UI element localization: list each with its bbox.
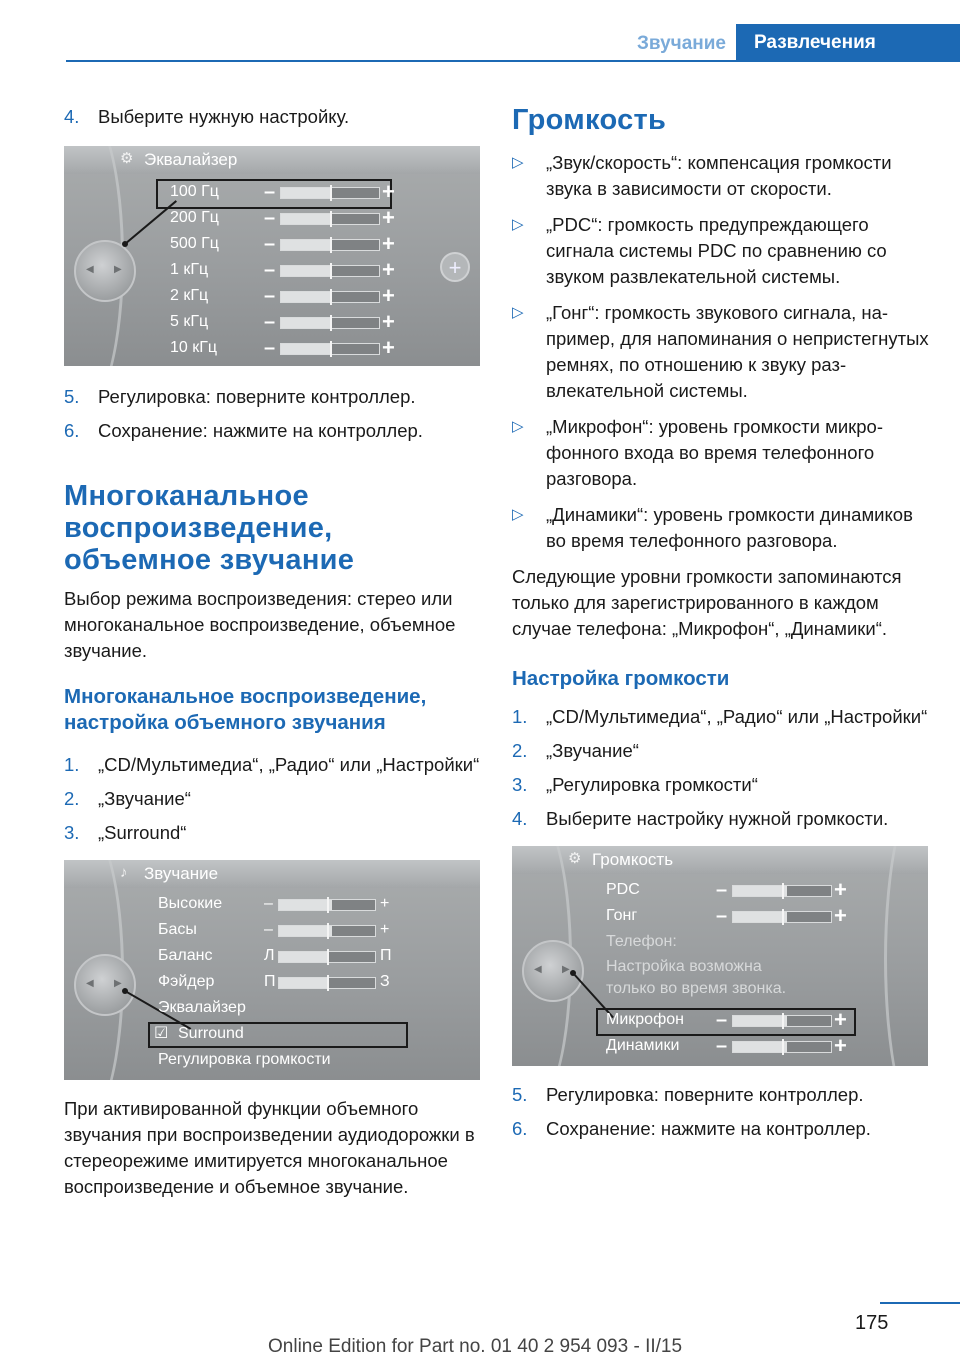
left-column xyxy=(64,104,482,1200)
band-level-bar xyxy=(280,213,380,225)
sound-level-bar xyxy=(278,925,376,937)
plus-icon: + xyxy=(382,335,395,360)
triangle-icon: ▷ xyxy=(512,216,524,233)
band-label: 10 кГц xyxy=(170,339,218,356)
step-text: Сохранение: нажмите на контроллер. xyxy=(98,420,423,441)
level-fill xyxy=(281,240,330,250)
step-6 xyxy=(512,1116,932,1142)
section-heading: Громкость xyxy=(512,104,667,136)
bullet-text: „Микрофон“: уровень громкости микрофонного входа во время телефонного разговора. xyxy=(546,416,883,489)
step-text: „CD/Мультимедиа“, „Радио“ или „Настройки“ xyxy=(546,706,928,727)
bullet-item xyxy=(512,150,932,202)
level-fill xyxy=(733,886,787,896)
note-icon: ♪ xyxy=(120,864,128,881)
step-number: 6. xyxy=(512,1118,528,1139)
center-tick xyxy=(330,211,332,227)
surround-steps xyxy=(64,752,482,846)
checkbox-icon: ☑ xyxy=(154,1025,169,1042)
center-tick xyxy=(330,289,332,305)
left-mark: – xyxy=(264,921,273,938)
triangle-icon: ▷ xyxy=(512,418,524,435)
right-column xyxy=(512,104,932,1142)
minus-icon: – xyxy=(264,259,276,281)
step-item xyxy=(64,786,482,812)
volume-level-bar xyxy=(732,885,832,897)
band-label: 1 кГц xyxy=(170,261,209,278)
intro-paragraph: Выбор режима воспроизведения: стерео или многоканальное воспроизведение, объемное звучание. xyxy=(64,588,456,661)
step-number: 4. xyxy=(512,808,528,829)
step-number: 1. xyxy=(64,754,80,775)
step-number: 1. xyxy=(512,706,528,727)
minus-icon: – xyxy=(264,181,276,203)
band-level-bar xyxy=(280,187,380,199)
settings-icon: ⚙ xyxy=(568,850,582,867)
level-fill xyxy=(281,318,330,328)
triangle-icon: ▷ xyxy=(512,304,524,321)
step-item xyxy=(512,704,932,730)
band-level-bar xyxy=(280,265,380,277)
band-label: 5 кГц xyxy=(170,313,209,330)
level-fill xyxy=(281,344,330,354)
center-tick xyxy=(782,1013,784,1029)
level-fill xyxy=(279,952,327,962)
minus-icon: – xyxy=(264,311,276,333)
header-rule xyxy=(66,60,736,62)
plus-icon: + xyxy=(382,205,395,230)
volume-level-bar xyxy=(732,1015,832,1027)
plus-icon: + xyxy=(382,179,395,204)
minus-icon: – xyxy=(264,233,276,255)
page-number: 175 xyxy=(855,1312,889,1334)
volume-level-bar xyxy=(732,911,832,923)
step-number: 3. xyxy=(64,822,80,843)
center-tick xyxy=(330,237,332,253)
step-number: 5. xyxy=(64,386,80,407)
level-fill xyxy=(281,266,330,276)
band-label: 2 кГц xyxy=(170,287,209,304)
menu-label: Surround xyxy=(178,1025,244,1042)
menu-label: Регулировка громкости xyxy=(158,1051,331,1068)
center-tick xyxy=(330,263,332,279)
right-mark: П xyxy=(380,947,392,964)
sound-screen xyxy=(64,860,480,1080)
volume-bullets xyxy=(512,150,932,554)
minus-icon: – xyxy=(716,905,728,927)
subsection-heading: Настройка громкости xyxy=(512,667,730,690)
minus-icon: – xyxy=(264,337,276,359)
center-tick xyxy=(782,1039,784,1055)
left-mark: Л xyxy=(264,947,275,964)
volume-screen xyxy=(512,846,928,1066)
minus-icon: – xyxy=(716,879,728,901)
band-label: 200 Гц xyxy=(170,209,219,226)
sound-level-bar xyxy=(278,951,376,963)
level-fill xyxy=(733,1016,787,1026)
minus-icon: – xyxy=(716,1009,728,1031)
level-fill xyxy=(281,214,330,224)
step-6 xyxy=(64,418,482,444)
level-fill xyxy=(281,292,330,302)
volume-label: PDC xyxy=(606,881,640,898)
step-text: „Звучание“ xyxy=(98,788,191,809)
step-number: 2. xyxy=(512,740,528,761)
level-fill xyxy=(279,978,327,988)
right-mark: + xyxy=(380,921,390,938)
band-label: 500 Гц xyxy=(170,235,219,252)
step-item xyxy=(512,772,932,798)
step-text: Сохранение: нажмите на контроллер. xyxy=(546,1118,871,1139)
step-text: „Surround“ xyxy=(98,822,187,843)
phone-label: Телефон: xyxy=(606,933,677,950)
controller-icon: ◀ ▶ xyxy=(522,940,584,1002)
header-section[interactable]: Звучание xyxy=(637,33,726,54)
left-mark: П xyxy=(264,973,276,990)
center-tick xyxy=(327,949,329,965)
volume-label: Микрофон xyxy=(606,1011,684,1028)
bullet-text: „Звук/скорость“: компенсация громкости звука в зависимости от скорости. xyxy=(546,152,892,199)
minus-icon: – xyxy=(264,285,276,307)
band-level-bar xyxy=(280,291,380,303)
plus-icon: + xyxy=(834,1007,847,1032)
step-number: 3. xyxy=(512,774,528,795)
equalizer-screen xyxy=(64,146,480,366)
center-tick xyxy=(782,909,784,925)
bullet-item xyxy=(512,414,932,492)
minus-icon: – xyxy=(716,1035,728,1057)
center-tick xyxy=(327,975,329,991)
level-fill xyxy=(281,188,330,198)
controller-icon: ◀ ▶ xyxy=(74,240,136,302)
sound-label: Фэйдер xyxy=(158,973,215,990)
bullet-text: „PDC“: громкость предупреждающего сигнала системы PDC по сравнению со звуком развлекательной системы. xyxy=(546,214,887,287)
sound-label: Басы xyxy=(158,921,197,938)
bullet-item xyxy=(512,300,932,404)
triangle-icon: ▷ xyxy=(512,154,524,171)
step-text: Выберите нужную настройку. xyxy=(98,106,350,127)
screen-title: Громкость xyxy=(592,850,674,869)
step-text: „Звучание“ xyxy=(546,740,639,761)
step-number: 6. xyxy=(64,420,80,441)
edition-footer: Online Edition for Part no. 01 40 2 954 093 - II/15 xyxy=(268,1336,683,1357)
step-4 xyxy=(64,104,482,130)
volume-steps xyxy=(512,704,932,832)
step-item xyxy=(512,806,932,832)
center-tick xyxy=(327,923,329,939)
left-mark: – xyxy=(264,895,273,912)
plus-icon: + xyxy=(382,231,395,256)
band-level-bar xyxy=(280,239,380,251)
closing-paragraph: При активированной функции объемного звучания при воспроизведении аудиодорожки в стереорежиме имитируется многоканальное воспроизведение и объемное звучание. xyxy=(64,1098,475,1197)
step-5 xyxy=(64,384,482,410)
plus-icon: + xyxy=(382,257,395,282)
volume-label: Гонг xyxy=(606,907,638,924)
step-text: „Регулировка громкости“ xyxy=(546,774,758,795)
step-5 xyxy=(512,1082,932,1108)
triangle-icon: ▷ xyxy=(512,506,524,523)
step-item xyxy=(64,820,482,846)
volume-label: Динамики xyxy=(606,1037,680,1054)
bullet-text: „Гонг“: громкость звукового сигнала, например, для напоминания о непристегнутых ремнях, по отношению к звуку развлекательной системы. xyxy=(546,302,929,401)
bullet-text: „Динамики“: уровень громкости динамиков во время телефонного разговора. xyxy=(546,504,913,551)
right-mark: + xyxy=(380,895,390,912)
sound-label: Высокие xyxy=(158,895,223,912)
plus-icon: + xyxy=(382,309,395,334)
bullet-item xyxy=(512,502,932,554)
phone-note: Настройка возможна только во время звонка. xyxy=(606,958,787,997)
level-fill xyxy=(733,912,787,922)
center-tick xyxy=(330,315,332,331)
screen-arc-right xyxy=(884,846,928,1066)
center-tick xyxy=(327,897,329,913)
step-item xyxy=(512,738,932,764)
plus-icon: + xyxy=(834,877,847,902)
center-tick xyxy=(330,341,332,357)
step-text: Регулировка: поверните контроллер. xyxy=(546,1084,864,1105)
plus-icon: + xyxy=(834,903,847,928)
footer-rule xyxy=(880,1302,960,1304)
subsection-heading: Многоканальное воспроизведение, настройка объемного звучания xyxy=(64,685,427,734)
settings-icon: ⚙ xyxy=(120,150,134,167)
sound-level-bar xyxy=(278,899,376,911)
plus-icon: + xyxy=(834,1033,847,1058)
step-number: 4. xyxy=(64,106,80,127)
header-chapter-tab[interactable]: Развлечения xyxy=(736,24,960,62)
menu-label: Эквалайзер xyxy=(158,999,246,1016)
right-mark: З xyxy=(380,973,390,990)
band-level-bar xyxy=(280,343,380,355)
note-paragraph: Следующие уровни громкости запоминаются только для зарегистрированного в каждом случае телефона: „Микрофон“, „Динамики“. xyxy=(512,566,902,639)
section-heading: Многоканальное воспроизведение, объемное звучание xyxy=(64,480,355,576)
level-fill xyxy=(279,900,332,910)
step-item xyxy=(64,752,482,778)
step-text: Выберите настройку нужной громкости. xyxy=(546,808,889,829)
step-text: Регулировка: поверните контроллер. xyxy=(98,386,416,407)
add-icon: + xyxy=(440,252,470,282)
bullet-item xyxy=(512,212,932,290)
band-label: 100 Гц xyxy=(170,183,219,200)
level-fill xyxy=(279,926,332,936)
level-fill xyxy=(733,1042,787,1052)
step-text: „CD/Мультимедиа“, „Радио“ или „Настройки“ xyxy=(98,754,480,775)
screen-title: Звучание xyxy=(144,864,219,883)
band-level-bar xyxy=(280,317,380,329)
step-number: 5. xyxy=(512,1084,528,1105)
volume-level-bar xyxy=(732,1041,832,1053)
screen-title: Эквалайзер xyxy=(144,150,238,169)
sound-level-bar xyxy=(278,977,376,989)
center-tick xyxy=(330,185,332,201)
step-number: 2. xyxy=(64,788,80,809)
sound-label: Баланс xyxy=(158,947,213,964)
controller-icon: ◀ ▶ xyxy=(74,954,136,1016)
plus-icon: + xyxy=(382,283,395,308)
center-tick xyxy=(782,883,784,899)
minus-icon: – xyxy=(264,207,276,229)
